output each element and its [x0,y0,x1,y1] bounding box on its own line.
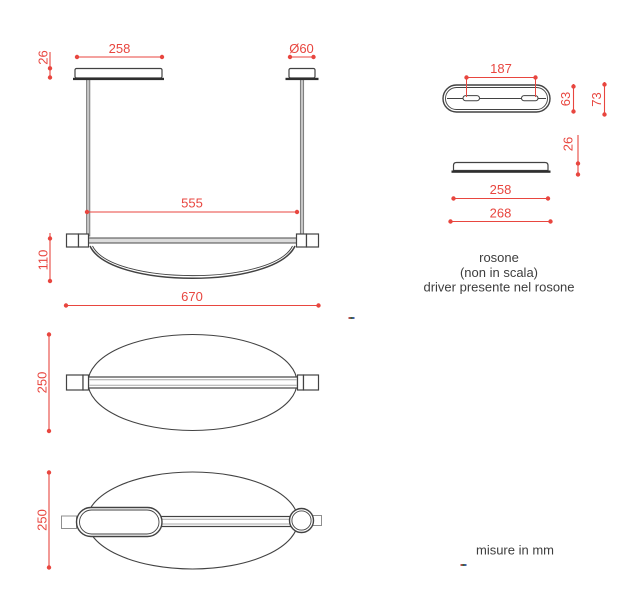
left-outer-cap [67,234,79,247]
right-canopy-baseplate [286,78,319,80]
rosone-plan-outline [77,508,163,537]
dim-label-depth-1: 250 [34,371,50,394]
dim-label-canopy-width: 258 [108,41,131,56]
dim-label-suspension-span: 555 [181,195,203,211]
left-canopy-baseplate [73,78,164,80]
dim-canopy-diameter [288,41,316,59]
dim-dot [75,55,79,59]
round-canopy-plan-outline [290,509,314,533]
right-canopy [289,69,315,79]
dim-depth-top-view-1 [35,332,52,433]
artifact-pixel [349,317,351,319]
diffuser-dish-outline [90,246,295,278]
dim-dot [48,66,52,70]
dim-dot [85,210,89,214]
dim-dot [602,112,606,116]
right-outer-cap-plan [304,375,319,390]
dim-dot [546,196,550,200]
rosone-side-baseplate [452,171,551,173]
dim-label-body-height: 110 [35,249,51,271]
left-canopy [75,69,162,79]
dim-dot [571,84,575,88]
dim-dot [602,82,606,86]
left-inner-cap-plan [83,375,89,390]
light-bar-plan [89,377,298,388]
dim-label-rosone-body-height: 63 [558,91,573,107]
left-outer-cap-plan [67,375,84,390]
dim-dot [316,303,320,307]
dim-dot [47,565,51,569]
dim-dot [160,55,164,59]
top-view-canopies [62,472,322,569]
dim-rosone-body-length [451,182,550,201]
front-view [67,69,319,279]
connecting-bar-plan [160,517,291,527]
dim-label-rosone-total-height: 73 [589,92,604,107]
right-inner-cap [297,234,307,247]
dim-dot [48,279,52,283]
dim-label-screw-spacing: 187 [490,61,512,76]
dim-depth-top-view-2 [35,470,52,569]
artifact-mark [349,317,355,319]
dim-label-rosone-body-length: 258 [489,182,512,197]
top-view-bar [67,335,319,431]
artifact-pixel [463,564,465,566]
dim-suspension-span [85,196,299,215]
dim-dot [47,470,51,474]
rosone-side-view [454,163,549,171]
artifact-mark [461,564,467,566]
dim-dot [48,75,52,79]
dim-label-canopy-diameter: Ø60 [289,41,314,56]
dim-body-height [36,233,53,283]
dim-dot [448,219,452,223]
rosone-caption-line1: rosone [479,250,519,265]
dim-rosone-body-height [558,84,576,114]
rosone-caption [423,250,574,295]
left-inner-cap [79,234,89,247]
artifact-pixel [465,564,467,566]
dim-label-rosone-total-length: 268 [489,205,512,221]
rosone-caption-line2: (non in scala) [459,265,539,280]
dim-dot [571,109,575,113]
dim-label-depth-2: 250 [34,509,50,531]
dim-dot [64,303,68,307]
dim-dot [295,210,299,214]
dim-dot [576,161,580,165]
light-bar [89,238,297,243]
dim-dot [533,75,537,79]
dim-label-canopy-height: 26 [35,50,51,65]
dim-label-rosone-side-height: 26 [560,136,576,152]
units-note: misure in mm [475,542,555,558]
rosone-detail [443,85,551,173]
diffuser-dish-inner-line [93,246,293,276]
dim-dot [48,236,52,240]
dim-dot [47,332,51,336]
dim-dot [47,429,51,433]
dim-dot [576,172,580,176]
dim-label-total-length: 670 [181,289,203,304]
dim-dot [451,196,455,200]
artifact-pixel [351,317,353,319]
artifact-pixel [461,564,463,566]
dim-canopy-width [75,41,164,59]
right-inner-cap-plan [298,375,304,390]
right-suspension-rod [300,79,303,235]
dim-rosone-total-length [448,206,552,224]
dim-dot [548,219,552,223]
dim-rosone-total-height [589,82,607,117]
left-end-fitting [62,516,77,529]
left-screw-slot [463,96,480,101]
right-outer-cap [307,234,319,247]
artifact-pixel [353,317,355,319]
dim-dot [464,75,468,79]
rosone-caption-line3: driver presente nel rosone [423,279,575,295]
dim-total-length [64,289,321,308]
dim-canopy-height [36,50,53,79]
dim-rosone-side-height [561,135,581,177]
